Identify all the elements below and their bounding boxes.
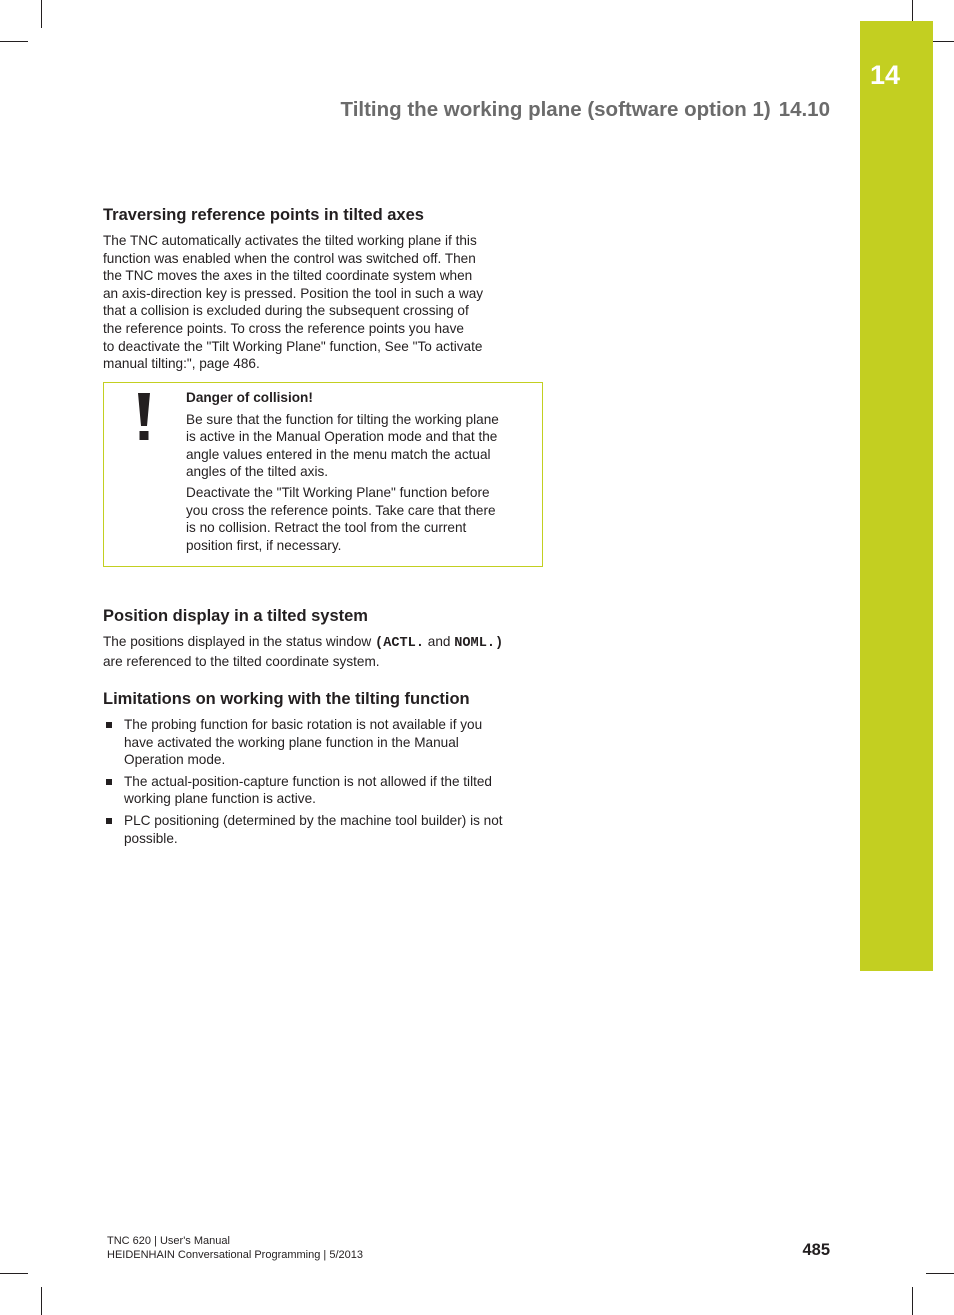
crop-mark	[912, 1287, 913, 1315]
text-line: angle values entered in the menu match the actual	[186, 446, 491, 462]
exclamation-icon	[137, 393, 151, 441]
text-line: to deactivate the "Tilt Working Plane" function, See "To activate	[103, 338, 483, 354]
running-header	[341, 98, 830, 122]
text-span: and	[423, 634, 455, 649]
bullet-square-icon	[106, 722, 112, 728]
text-line: working plane function is active.	[124, 791, 316, 807]
section-heading-position-display: Position display in a tilted system	[103, 607, 368, 625]
bullet-square-icon	[106, 779, 112, 785]
text-line: possible.	[124, 830, 178, 846]
bullet-square-icon	[106, 818, 112, 824]
text-line: angles of the tilted axis.	[186, 464, 329, 480]
text-line: have activated the working plane function in the Manual	[124, 734, 459, 750]
text-line: position first, if necessary.	[186, 537, 342, 553]
section-heading-limitations: Limitations on working with the tilting function	[103, 690, 470, 708]
text-line: is no collision. Retract the tool from the current	[186, 520, 467, 536]
warning-paragraph-1	[186, 411, 536, 481]
header-section: 14.10	[778, 98, 830, 121]
code-noml: NOML.)	[454, 636, 504, 651]
warning-paragraph-2	[186, 484, 536, 554]
text-line	[103, 633, 533, 653]
text-line: Operation mode.	[124, 752, 226, 768]
chapter-tab	[860, 21, 933, 971]
section-heading-traversing: Traversing reference points in tilted axes	[103, 206, 424, 224]
section2-paragraph	[103, 633, 533, 670]
crop-mark	[0, 1273, 28, 1274]
limitations-list	[103, 716, 543, 851]
text-line: The probing function for basic rotation is not available if you	[124, 717, 483, 732]
warning-title: Danger of collision!	[186, 390, 313, 405]
list-item	[103, 716, 543, 769]
text-line: The actual-position-capture function is not allowed if the tilted	[124, 773, 492, 789]
list-item	[103, 773, 543, 808]
list-item	[103, 812, 543, 847]
text-line: Deactivate the "Tilt Working Plane" function before	[186, 484, 490, 500]
text-line: an axis-direction key is pressed. Position the tool in such a way	[103, 285, 484, 301]
warning-box	[103, 382, 543, 567]
text-line: is active in the Manual Operation mode and that the	[186, 429, 498, 445]
text-line: that a collision is excluded during the subsequent crossing of	[103, 303, 469, 319]
crop-mark	[926, 1273, 954, 1274]
text-line: the TNC moves the axes in the tilted coordinate system when	[103, 268, 473, 284]
crop-mark	[41, 1287, 42, 1315]
warning-body	[186, 389, 536, 557]
text-line: function was enabled when the control was switched off. Then	[103, 250, 476, 266]
footer-line-1: TNC 620 | User's Manual	[107, 1235, 230, 1247]
text-line: Be sure that the function for tilting the working plane	[186, 411, 499, 427]
text-line: the reference points. To cross the reference points you have	[103, 320, 464, 336]
footer-line-2: HEIDENHAIN Conversational Programming | 5/2013	[107, 1248, 363, 1261]
crop-mark	[41, 0, 42, 28]
text-line: you cross the reference points. Take care that there	[186, 502, 496, 518]
page-number: 485	[802, 1241, 830, 1259]
section1-paragraph	[103, 232, 533, 373]
text-line: PLC positioning (determined by the machine tool builder) is not	[124, 812, 503, 828]
text-line: The TNC automatically activates the tilted working plane if this	[103, 233, 477, 248]
code-actl: (ACTL.	[375, 636, 424, 651]
text-line: manual tilting:", page 486.	[103, 356, 260, 372]
header-title: Tilting the working plane (software option 1)	[340, 98, 771, 121]
footer	[107, 1235, 363, 1262]
crop-mark	[0, 41, 28, 42]
text-span: The positions displayed in the status window	[103, 634, 376, 649]
text-line: are referenced to the tilted coordinate system.	[103, 653, 380, 669]
chapter-number: 14	[870, 60, 901, 90]
